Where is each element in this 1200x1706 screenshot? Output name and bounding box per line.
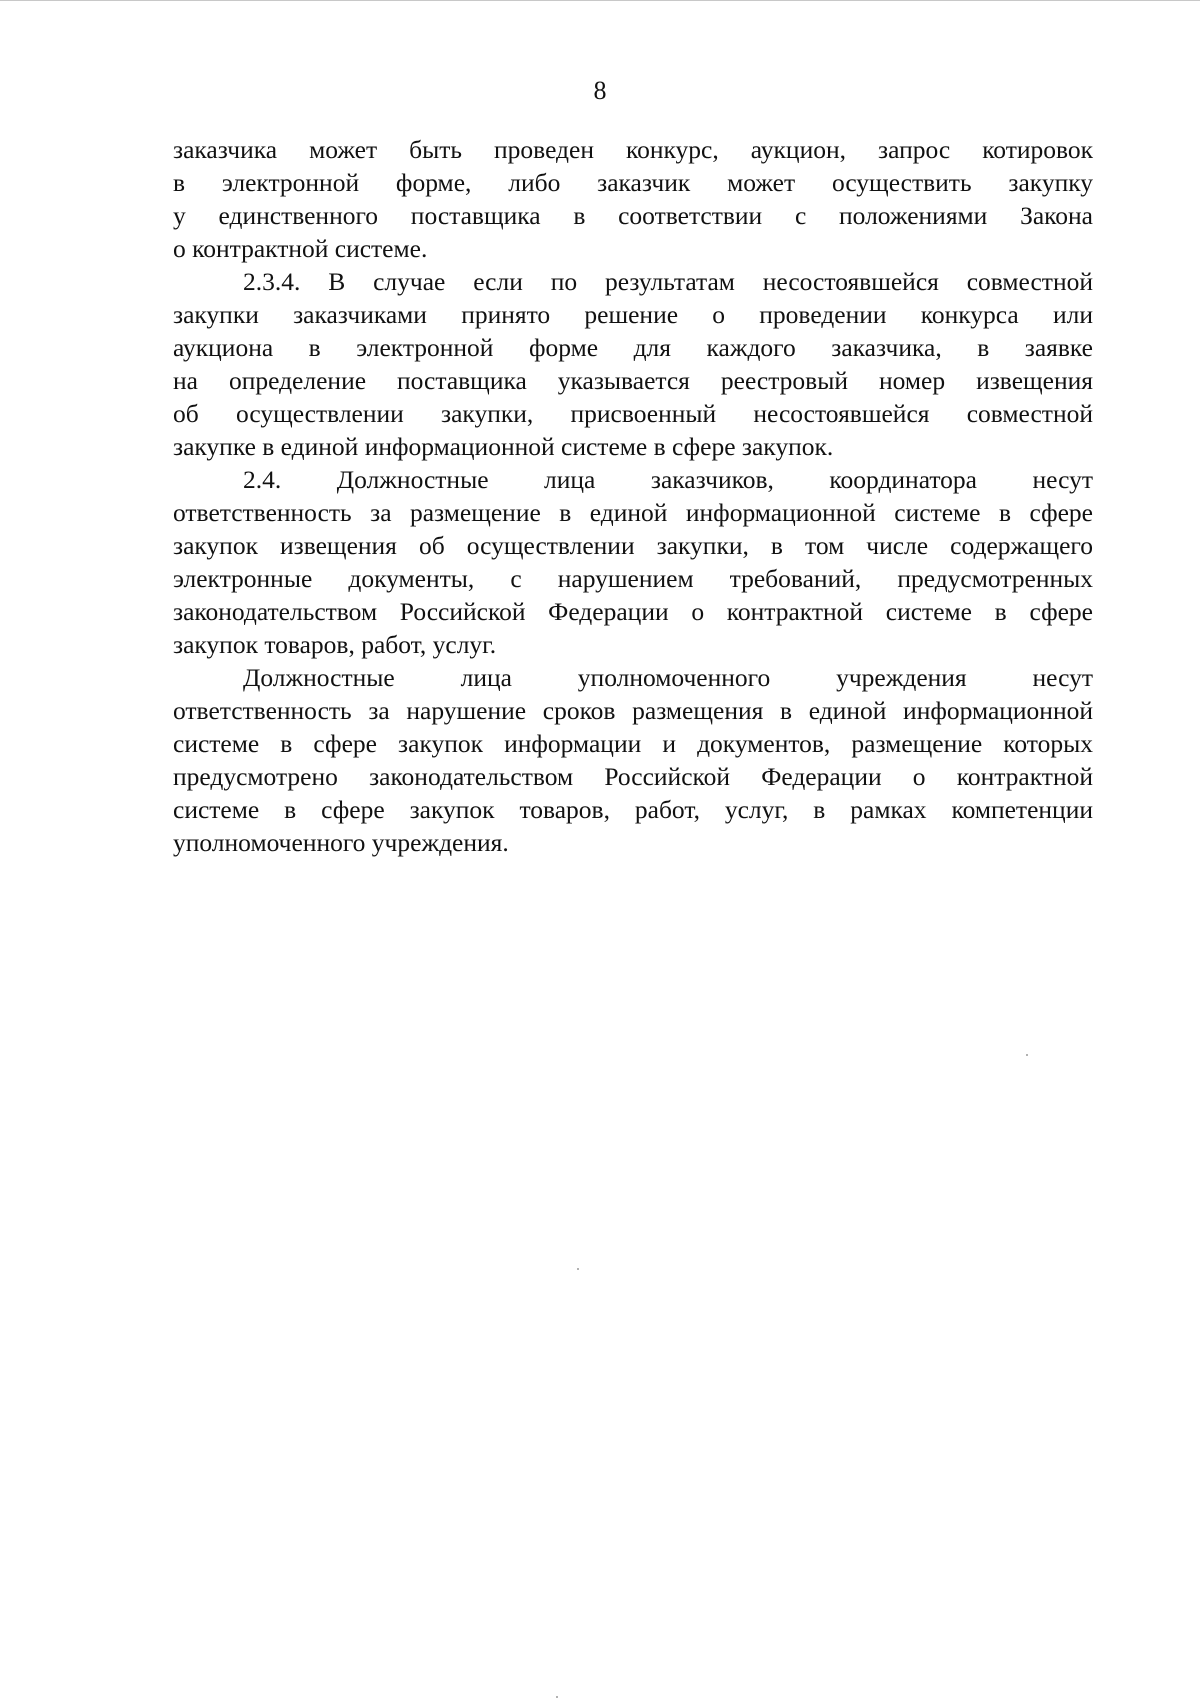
document-body (173, 133, 1093, 859)
paragraph-line: в электронной форме, либо заказчик может осуществить закупку (173, 168, 1093, 197)
paragraph-line: закупке в единой информационной системе в сфере закупок. (173, 432, 834, 461)
paragraph-line: электронные документы, с нарушением требований, предусмотренных (173, 564, 1093, 593)
paragraph-line: закупок извещения об осуществлении закупки, в том числе содержащего (173, 531, 1093, 560)
paragraph-line: законодательством Российской Федерации о контрактной системе в сфере (173, 597, 1093, 626)
paragraph-line: ответственность за размещение в единой информационной системе в сфере (173, 498, 1093, 527)
paragraph-line: заказчика может быть проведен конкурс, аукцион, запрос котировок (173, 135, 1093, 164)
paragraph-line: Должностные лица уполномоченного учреждения несут (243, 663, 1093, 692)
paragraph-line: у единственного поставщика в соответствии с положениями Закона (173, 201, 1093, 230)
scan-edge-line (0, 0, 1200, 1)
paragraph-line: ответственность за нарушение сроков размещения в единой информационной (173, 696, 1093, 725)
paragraph-line: предусмотрено законодательством Российской Федерации о контрактной (173, 762, 1093, 791)
paragraph-line: аукциона в электронной форме для каждого заказчика, в заявке (173, 333, 1093, 362)
paragraph-line: 2.4. Должностные лица заказчиков, координатора несут (243, 465, 1093, 494)
paragraph-line: системе в сфере закупок информации и документов, размещение которых (173, 729, 1093, 758)
page-number: 8 (593, 76, 607, 105)
paragraph-line: уполномоченного учреждения. (173, 828, 509, 857)
scan-speck (577, 1268, 579, 1270)
scan-speck (556, 1696, 558, 1698)
paragraph-line: на определение поставщика указывается реестровый номер извещения (173, 366, 1093, 395)
paragraph-line: системе в сфере закупок товаров, работ, услуг, в рамках компетенции (173, 795, 1093, 824)
paragraph-line: закупки заказчиками принято решение о проведении конкурса или (173, 300, 1093, 329)
paragraph-line: о контрактной системе. (173, 234, 428, 263)
paragraph-line: 2.3.4. В случае если по результатам несостоявшейся совместной (243, 267, 1093, 296)
paragraph-line: об осуществлении закупки, присвоенный несостоявшейся совместной (173, 399, 1093, 428)
scan-speck (1026, 1054, 1028, 1056)
paragraph-line: закупок товаров, работ, услуг. (173, 630, 497, 659)
